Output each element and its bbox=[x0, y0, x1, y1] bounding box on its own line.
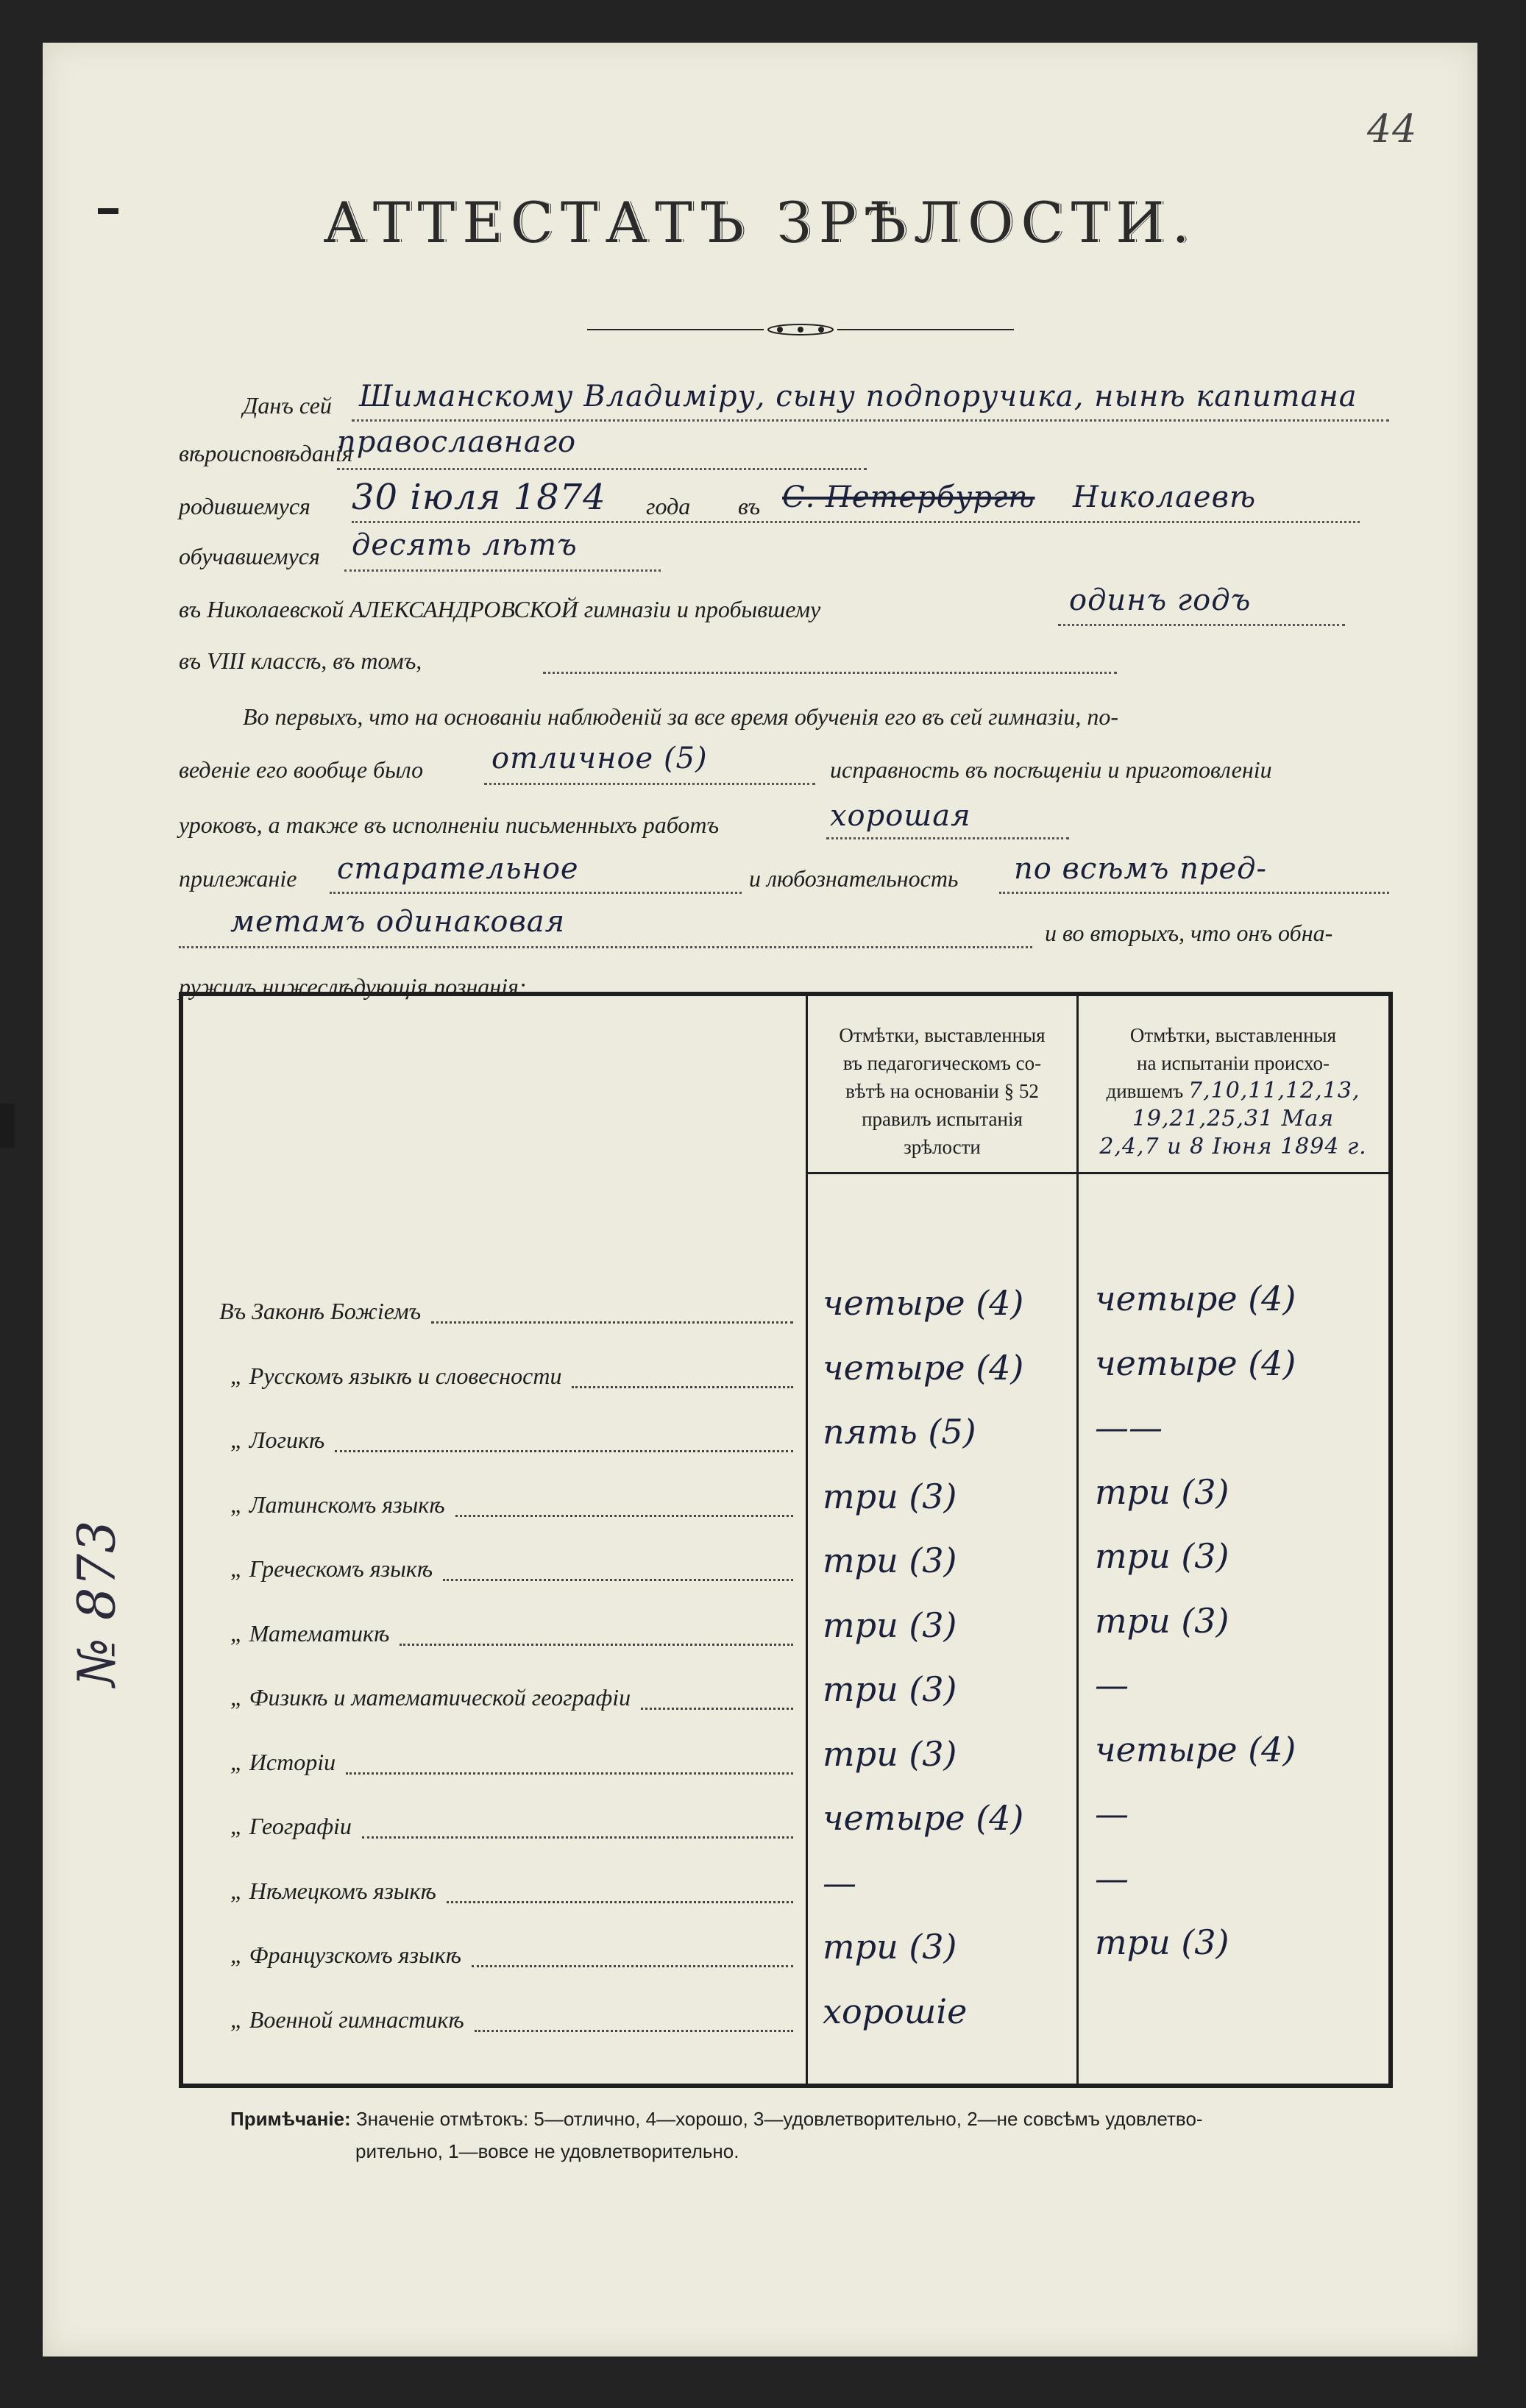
mark-exam: четыре (4) bbox=[1095, 1279, 1296, 1318]
behavior-label: веденіе его вообще было bbox=[179, 756, 424, 783]
note-line2: рительно, 1—вовсе не удовлетворительно. bbox=[355, 2140, 739, 2162]
subject-name: „ Географіи bbox=[230, 1813, 352, 1839]
note-line1: Значеніе отмѣтокъ: 5—отлично, 4—хорошо, 3—удовлетворительно, 2—не совсѣмъ удовлетво- bbox=[355, 2108, 1203, 2130]
mark-council: пять (5) bbox=[823, 1412, 976, 1452]
scan-edge bbox=[0, 1104, 15, 1148]
page-number: 44 bbox=[1367, 107, 1418, 152]
works-value: хорошая bbox=[830, 799, 971, 833]
works-label: уроковъ, а также въ исполненіи письменныхъ работъ bbox=[179, 811, 720, 838]
mark-council: три (3) bbox=[823, 1476, 957, 1516]
paragraph-last: ружилъ нижеслѣдующія познанія: bbox=[179, 973, 527, 1000]
subject-name: „ Латинскомъ языкѣ bbox=[230, 1491, 445, 1518]
attendance-text: исправность въ посѣщеніи и приготовленіи bbox=[830, 756, 1272, 783]
dotted-line bbox=[352, 419, 1389, 422]
document-title: АТТЕСТАТЪ ЗРѢЛОСТИ. bbox=[323, 190, 1197, 255]
mark-exam: три (3) bbox=[1095, 1922, 1229, 1962]
class-text: въ VIII классѣ, въ томъ, bbox=[179, 647, 422, 674]
gymnasium-text: въ Николаевской АЛЕКСАНДРОВСКОЙ гимназіи и пробывшему bbox=[179, 596, 821, 622]
subject-leader-dots bbox=[472, 1965, 793, 1967]
subject-name: „ Физикѣ и математической географіи bbox=[230, 1684, 631, 1711]
mark-exam: —— bbox=[1095, 1407, 1163, 1447]
table-header-rule bbox=[808, 1172, 1389, 1174]
diligence-value: старательное bbox=[337, 852, 579, 886]
mark-exam: четыре (4) bbox=[1095, 1729, 1296, 1769]
born-year-word: года bbox=[646, 493, 691, 519]
table-divider bbox=[1076, 996, 1079, 2084]
mark-council: четыре (4) bbox=[823, 1347, 1024, 1388]
born-date: 30 іюля 1874 bbox=[352, 477, 606, 518]
faith-value: православнаго bbox=[337, 425, 577, 459]
subject-leader-dots bbox=[443, 1579, 793, 1581]
subject-name: „ Русскомъ языкѣ и словесности bbox=[230, 1362, 562, 1389]
subject-leader-dots bbox=[335, 1450, 793, 1452]
born-place-struck: С. Петербургѣ bbox=[782, 480, 1035, 514]
dotted-line bbox=[826, 837, 1069, 839]
paragraph-first: Во первыхъ, что на основаніи наблюденій за все время обученія его въ сей гимназіи, по- bbox=[243, 703, 1118, 730]
dan-value: Шиманскому Владиміру, сыну подпоручика, нынѣ капитана bbox=[359, 380, 1358, 413]
diligence-label: прилежаніе bbox=[179, 865, 297, 892]
document-sheet bbox=[43, 43, 1477, 2356]
mark-exam: три (3) bbox=[1095, 1536, 1229, 1576]
dotted-line bbox=[543, 672, 1117, 674]
dotted-line bbox=[1058, 624, 1345, 626]
studied-value: десять лѣтъ bbox=[352, 528, 578, 562]
mark-council: — bbox=[823, 1862, 856, 1903]
subject-leader-dots bbox=[455, 1515, 793, 1517]
curiosity-value-continued: метамъ одинаковая bbox=[230, 905, 566, 939]
mark-council: четыре (4) bbox=[823, 1798, 1024, 1838]
behavior-value: отличное (5) bbox=[491, 742, 708, 775]
mark-council: три (3) bbox=[823, 1927, 957, 1967]
faith-label: вѣроисповѣданія bbox=[179, 440, 353, 466]
subject-name: „ Греческомъ языкѣ bbox=[230, 1555, 433, 1582]
subject-name: „ Математикѣ bbox=[230, 1619, 390, 1647]
subject-leader-dots bbox=[362, 1836, 793, 1839]
subject-name: Въ Законѣ Божіемъ bbox=[219, 1298, 422, 1324]
note-label: Примѣчаніе: bbox=[230, 2108, 351, 2130]
curiosity-value: по всѣмъ пред- bbox=[1014, 852, 1267, 886]
col2-header: Отмѣтки, выставленныя на испытаніи происхо- дившемъ 7,10,11,12,13, 19,21,25,31 Мая 2,4,7 и 8 Іюня 1894 г. bbox=[1099, 1024, 1367, 1159]
mark-council: четыре (4) bbox=[823, 1283, 1024, 1323]
subject-leader-dots bbox=[641, 1708, 793, 1710]
subject-leader-dots bbox=[572, 1386, 793, 1388]
born-place: Николаевѣ bbox=[1073, 480, 1257, 514]
subject-name: „ Нѣмецкомъ языкѣ bbox=[230, 1877, 436, 1904]
col1-header: Отмѣтки, выставленныя въ педагогическомъ со- вѣтѣ на основаніи § 52 правилъ испытанія зрѣлости bbox=[839, 1024, 1046, 1158]
subject-name: „ Военной гимнастикѣ bbox=[230, 2006, 464, 2033]
dotted-line bbox=[179, 946, 1032, 948]
mark-exam: три (3) bbox=[1095, 1471, 1229, 1512]
mark-exam: четыре (4) bbox=[1095, 1343, 1296, 1383]
born-label: родившемуся bbox=[179, 493, 310, 519]
dotted-line bbox=[330, 892, 742, 894]
dan-label: Данъ сей bbox=[243, 392, 332, 419]
dotted-line bbox=[484, 783, 815, 785]
subject-leader-dots bbox=[400, 1644, 793, 1646]
subject-leader-dots bbox=[475, 2030, 793, 2032]
studied-label: обучавшемуся bbox=[179, 543, 320, 569]
subject-leader-dots bbox=[447, 1901, 793, 1903]
born-in: въ bbox=[738, 493, 761, 519]
mark-council: три (3) bbox=[823, 1541, 957, 1580]
note bbox=[230, 2103, 1408, 2167]
table-divider bbox=[806, 996, 808, 2084]
subject-leader-dots bbox=[346, 1772, 793, 1775]
subject-name: „ Логикѣ bbox=[230, 1427, 325, 1453]
mark-exam: — bbox=[1095, 1794, 1129, 1833]
subject-name: „ Исторіи bbox=[230, 1748, 336, 1775]
mark-council: хорошіе bbox=[823, 1991, 968, 2031]
mark-council: три (3) bbox=[823, 1733, 957, 1774]
mark-exam: — bbox=[1095, 1858, 1129, 1898]
curiosity-label: и любознательность bbox=[749, 865, 959, 892]
mark-exam: три (3) bbox=[1095, 1600, 1229, 1641]
subject-leader-dots bbox=[431, 1321, 793, 1324]
mark-exam: — bbox=[1095, 1665, 1129, 1705]
mark-council: три (3) bbox=[823, 1669, 957, 1709]
years-value: одинъ годъ bbox=[1069, 583, 1252, 617]
mark-council: три (3) bbox=[823, 1605, 957, 1645]
margin-number: № 873 bbox=[66, 1519, 127, 1687]
paragraph-end: и во вторыхъ, что онъ обна- bbox=[1045, 920, 1333, 946]
dotted-line bbox=[352, 521, 1360, 523]
dotted-line bbox=[337, 468, 867, 470]
subject-name: „ Французскомъ языкѣ bbox=[230, 1942, 461, 1968]
title-ornament-icon bbox=[587, 322, 1014, 337]
dotted-line bbox=[344, 569, 661, 572]
dotted-line bbox=[999, 892, 1389, 894]
